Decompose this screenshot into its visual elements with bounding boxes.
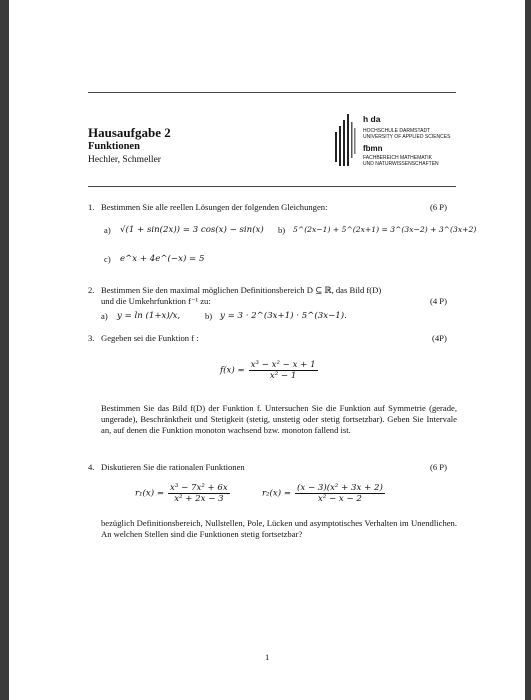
logo-brand: h da xyxy=(363,114,381,124)
task-1a-label: a) xyxy=(104,225,111,235)
task-4-r2-lhs: r₂(x) = xyxy=(262,488,292,499)
task-1b-label: b) xyxy=(278,225,286,235)
task-4-r1-numerator: x³ − 7x² + 6x xyxy=(170,483,228,493)
logo-school-line2: UNIVERSITY OF APPLIED SCIENCES xyxy=(363,134,451,140)
task-3-function xyxy=(220,360,318,381)
task-4-r2 xyxy=(262,483,385,504)
task-2-number: 2. xyxy=(88,285,95,295)
task-2a-equation: y = ln (1+x)/x, xyxy=(117,311,181,321)
page-title: Hausaufgabe 2 xyxy=(88,125,171,140)
task-1c-equation: e^x + 4e^(−x) = 5 xyxy=(120,254,205,264)
task-1-text: Bestimmen Sie alle reellen Lösungen der folgenden Gleichungen: xyxy=(101,202,328,212)
logo-school-line1: HOCHSCHULE DARMSTADT xyxy=(363,128,431,134)
task-3-function-numerator: x³ − x² − x + 1 xyxy=(250,360,316,370)
task-1b-equation: 5^(2x−1) + 5^(2x+1) = 3^(3x−2) + 3^(3x+2) xyxy=(293,225,477,234)
header-bottom-rule xyxy=(88,186,456,187)
header-top-rule xyxy=(88,92,456,93)
task-4-r1-denominator: x² + 2x − 3 xyxy=(174,494,224,504)
viewer-right-edge xyxy=(525,0,531,700)
task-4-text: Diskutieren Sie die rationalen Funktionen xyxy=(101,462,245,472)
task-2b-equation: y = 3 · 2^(3x+1) · 5^(3x−1). xyxy=(220,311,347,321)
task-2a-label: a) xyxy=(101,311,108,321)
task-4-r1 xyxy=(135,483,230,504)
page-subtitle: Funktionen xyxy=(88,141,140,152)
task-4-r1-fraction xyxy=(168,483,230,504)
task-4-paragraph: bezüglich Definitionsbereich, Nullstellen, Pole, Lücken und asymptotisches Verhalten im Unendlichen. An welchen Stellen sind die Funktionen stetig fortsetzbar? xyxy=(101,518,457,540)
task-1a-equation: √(1 + sin(2x)) = 3 cos(x) − sin(x) xyxy=(120,225,264,235)
task-3-function-lhs: f(x) = xyxy=(220,365,245,376)
task-3-function-fraction xyxy=(249,360,318,381)
task-2-text-line2: und die Umkehrfunktion f⁻¹ zu: xyxy=(101,296,211,306)
task-2b-label: b) xyxy=(205,311,213,321)
task-2-points: (4 P) xyxy=(430,296,447,306)
task-3-number: 3. xyxy=(88,333,95,343)
task-4-r1-lhs: r₁(x) = xyxy=(135,488,165,499)
task-3-points: (4P) xyxy=(432,333,447,343)
task-4-r2-denominator: x² − x − 2 xyxy=(317,494,362,504)
task-3-function-denominator: x² − 1 xyxy=(269,371,297,381)
task-4-r2-fraction xyxy=(295,483,385,504)
logo-dept-line1: FACHBEREICH MATHEMATIK xyxy=(363,155,432,161)
task-4-points: (6 P) xyxy=(430,462,447,472)
university-logo xyxy=(333,110,463,172)
viewer-left-edge xyxy=(0,0,9,700)
task-3-text: Gegeben sei die Funktion f : xyxy=(101,333,199,343)
task-2-text-line1: Bestimmen Sie den maximal möglichen Definitionsbereich D ⊆ ℝ, das Bild f(D) xyxy=(101,285,382,295)
logo-dept: fbmn xyxy=(363,144,383,153)
logo-bars-icon xyxy=(333,110,359,170)
task-4-number: 4. xyxy=(88,462,95,472)
task-1-number: 1. xyxy=(88,202,95,212)
task-1-points: (6 P) xyxy=(430,202,447,212)
task-4-r2-numerator: (x − 3)(x² + 3x + 2) xyxy=(297,483,383,493)
task-3-paragraph: Bestimmen Sie das Bild f(D) der Funktion f. Untersuchen Sie die Funktion auf Symmetrie (gerade, ungerade), Beschränktheit und Stetigkeit (stetig, unstetig oder stetig fortsetzbar). Geben Sie Intervale an, auf denen die Funktion monoton wachsend bzw. monoton fallend ist. xyxy=(101,403,457,436)
logo-dept-line2: UND NATURWISSENSCHAFTEN xyxy=(363,161,439,167)
authors: Hechler, Schmeller xyxy=(88,155,161,165)
page-number: 1 xyxy=(265,652,270,662)
task-1c-label: c) xyxy=(104,254,111,264)
